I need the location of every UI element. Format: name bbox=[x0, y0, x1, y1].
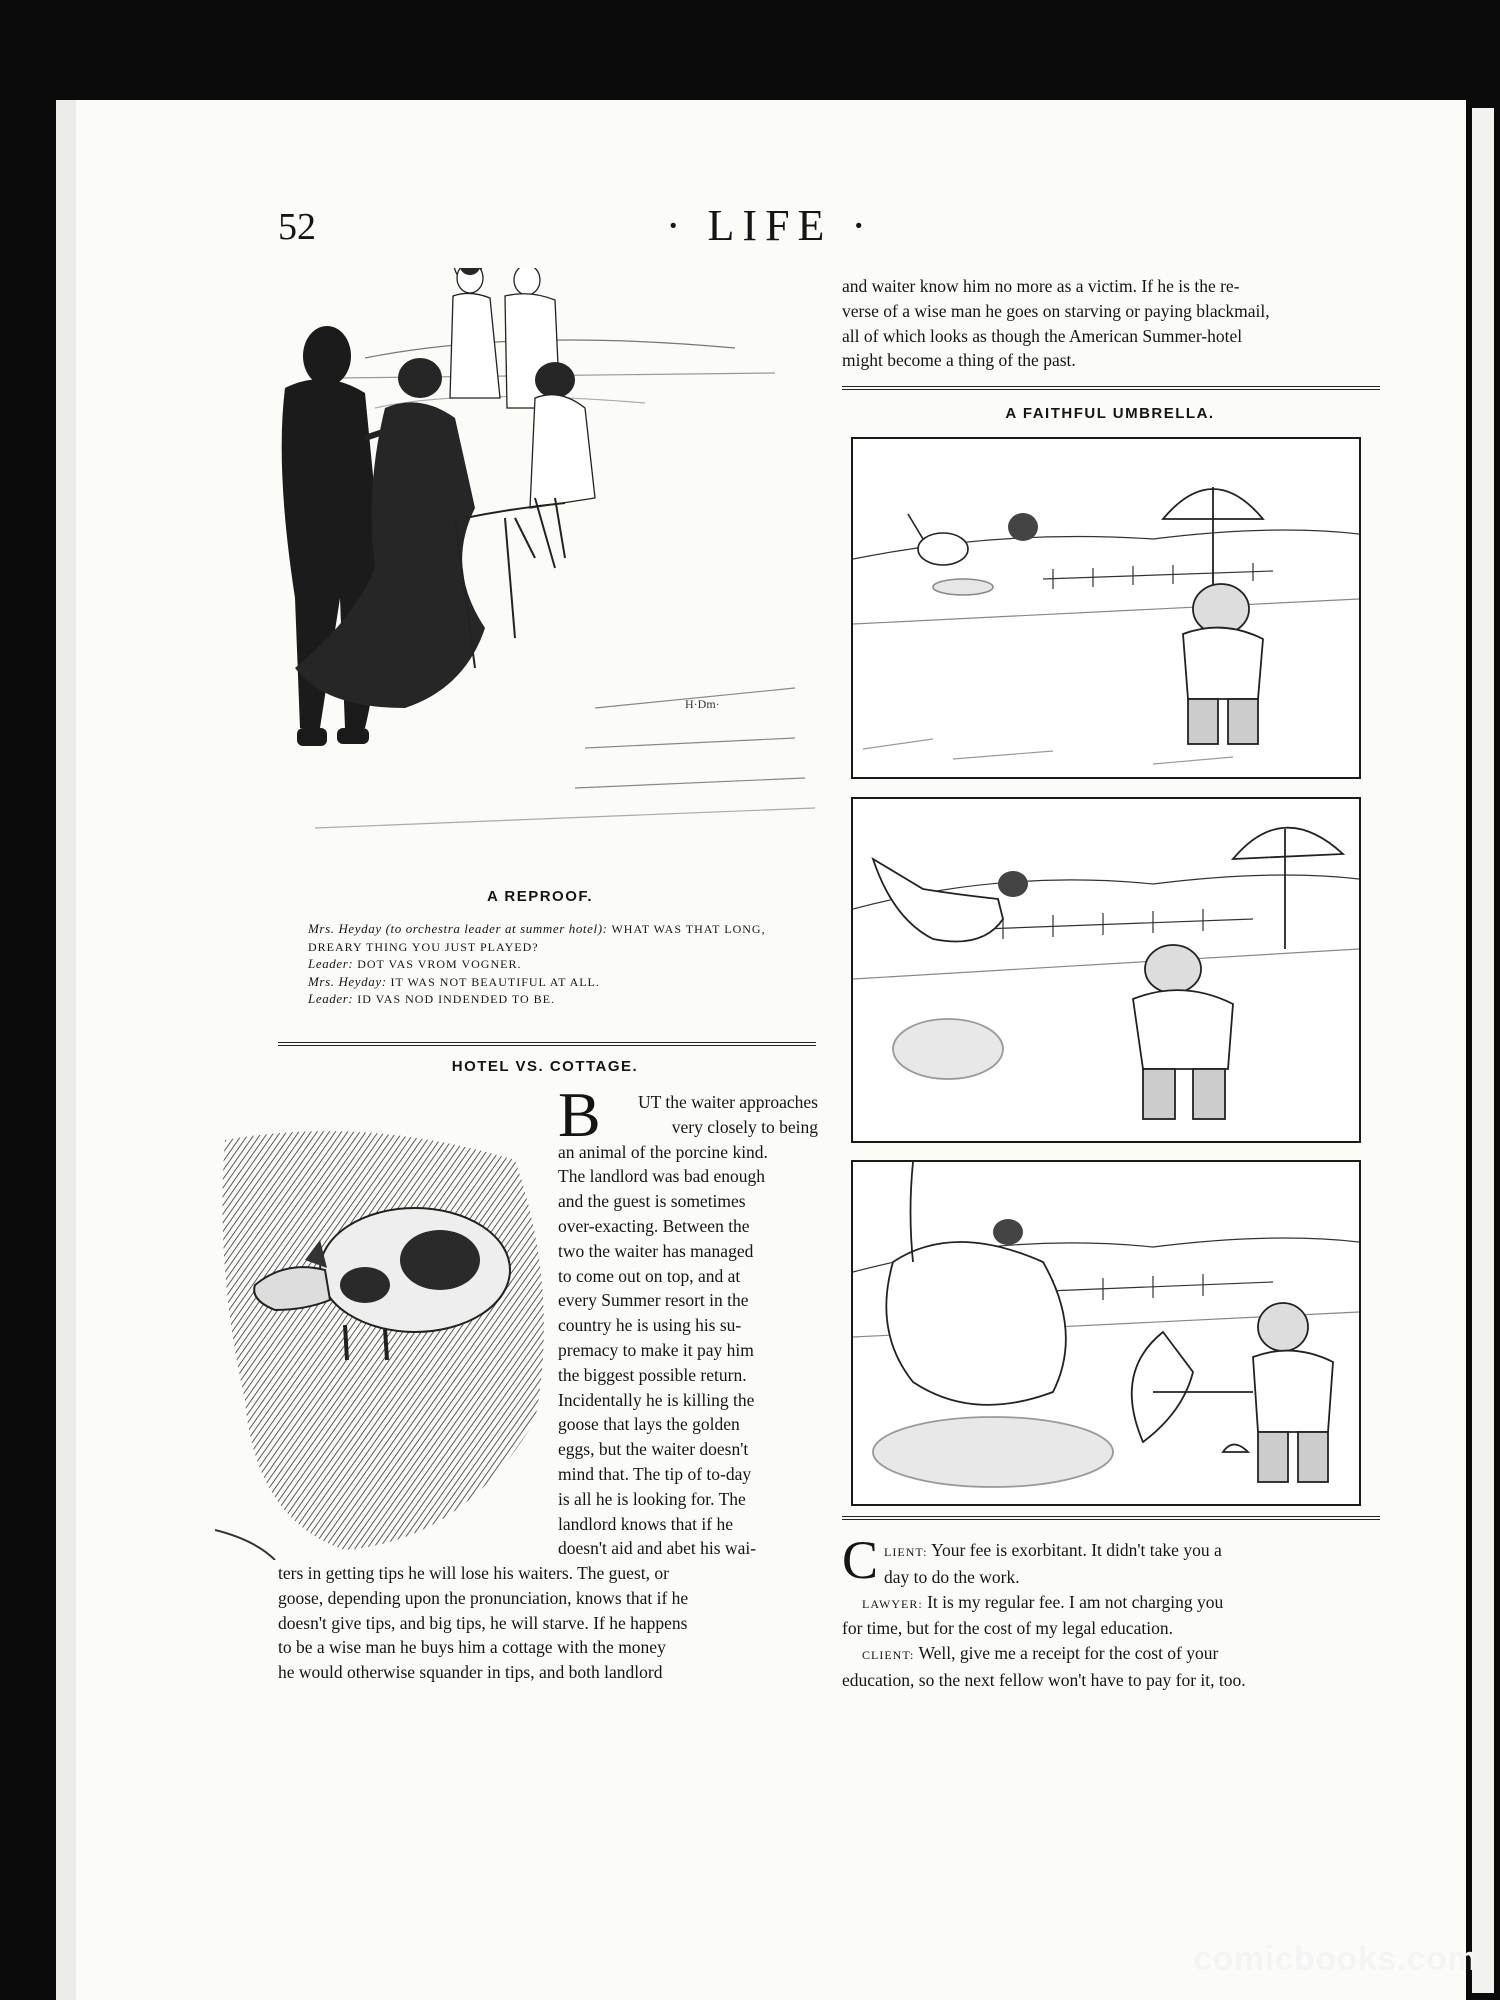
hotel-line-6: two the waiter has managed bbox=[558, 1240, 754, 1261]
continued-line-1: verse of a wise man he goes on starving or paying blackmail, bbox=[842, 300, 1270, 321]
hotel-full-line-4: he would otherwise squander in tips, and both landlord bbox=[278, 1662, 663, 1683]
svg-text:H·Dm·: H·Dm· bbox=[685, 697, 720, 711]
client-speaker-2: CLIENT: bbox=[862, 1648, 915, 1663]
lawyer-line: It is my regular fee. I am not charging you bbox=[927, 1591, 1224, 1612]
umbrella-panel-3 bbox=[851, 1160, 1361, 1506]
reproof-speaker-4: Leader: bbox=[308, 991, 354, 1007]
watermark: comicbooks.com bbox=[1193, 1940, 1478, 1978]
client-lawyer-joke bbox=[842, 1530, 1380, 1693]
lawyer-speaker: LAWYER: bbox=[862, 1596, 923, 1611]
reproof-title: A REPROOF. bbox=[486, 888, 594, 905]
hotel-line-13: goose that lays the golden bbox=[558, 1414, 740, 1435]
hotel-line-9: country he is using his su- bbox=[558, 1315, 742, 1336]
hotel-full-line-0: ters in getting tips he will lose his waiters. The guest, or bbox=[278, 1563, 669, 1583]
reproof-speaker-2: Leader: bbox=[308, 956, 354, 972]
hotel-full-line-2: doesn't give tips, and big tips, he will starve. If he happens bbox=[278, 1612, 688, 1633]
right-column-rule-top bbox=[842, 386, 1380, 390]
client-line-1: Your fee is exorbitant. It didn't take you a bbox=[931, 1540, 1222, 1560]
hotel-line-15: mind that. The tip of to-day bbox=[558, 1463, 752, 1484]
page-number: 52 bbox=[278, 206, 316, 248]
hotel-article-continued bbox=[842, 274, 1380, 373]
hotel-line-16: is all he is looking for. The bbox=[558, 1488, 746, 1509]
hotel-line-11: the biggest possible return. bbox=[558, 1364, 747, 1385]
umbrella-panel-2 bbox=[851, 797, 1361, 1143]
reproof-note-1: (to orchestra leader at summer hotel): bbox=[385, 921, 608, 936]
hotel-line-3: The landlord was bad enough bbox=[558, 1166, 766, 1187]
hotel-line-8: every Summer resort in the bbox=[558, 1290, 749, 1311]
hotel-line-17: landlord knows that if he bbox=[558, 1513, 733, 1534]
continued-line-3: might become a thing of the past. bbox=[842, 350, 1076, 371]
client-dropcap: C bbox=[842, 1530, 879, 1590]
hotel-line-14: eggs, but the waiter doesn't bbox=[558, 1439, 749, 1460]
continued-line-0: and waiter know him no more as a victim. If he is the re- bbox=[842, 276, 1240, 296]
next-page-sliver bbox=[1472, 108, 1494, 1993]
right-column-rule-bottom bbox=[842, 1516, 1380, 1520]
hotel-full-line-3: to be a wise man he buys him a cottage with the money bbox=[278, 1637, 666, 1658]
umbrella-panel-1 bbox=[851, 437, 1361, 779]
hotel-line-1: very closely to being bbox=[671, 1116, 818, 1137]
continued-line-2: all of which looks as though the American Summer-hotel bbox=[842, 325, 1243, 346]
reproof-line-2: DOT VAS VROM VOGNER. bbox=[357, 957, 522, 972]
hotel-article-body-wrap bbox=[558, 1079, 818, 1561]
hotel-line-12: Incidentally he is killing the bbox=[558, 1389, 755, 1410]
reproof-illustration bbox=[215, 268, 815, 848]
pig-illustration bbox=[215, 1120, 555, 1560]
reproof-line-1: WHAT WAS THAT LONG, DREARY THING YOU JUST PLAYED? bbox=[308, 922, 766, 954]
hotel-line-18: doesn't aid and abet his wai- bbox=[558, 1538, 757, 1559]
client-speaker-1: LIENT: bbox=[884, 1545, 928, 1559]
hotel-full-line-1: goose, depending upon the pronunciation, knows that if he bbox=[278, 1587, 689, 1608]
reproof-speaker-3: Mrs. Heyday: bbox=[308, 973, 387, 989]
hotel-article-body-full bbox=[278, 1561, 818, 1685]
client-line-1b: day to do the work. bbox=[884, 1566, 1020, 1587]
hotel-line-2: an animal of the porcine kind. bbox=[558, 1141, 768, 1162]
hotel-line-5: over-exacting. Between the bbox=[558, 1215, 750, 1236]
reproof-line-3: IT WAS NOT BEAUTIFUL AT ALL. bbox=[390, 974, 600, 989]
left-column-rule bbox=[278, 1042, 816, 1046]
hotel-line-0: UT the waiter approaches bbox=[638, 1092, 818, 1112]
reproof-line-4: ID VAS NOD INDENDED TO BE. bbox=[357, 992, 556, 1007]
hotel-line-10: premacy to make it pay him bbox=[558, 1339, 754, 1360]
page-left-edge bbox=[56, 100, 77, 2000]
hotel-line-7: to come out on top, and at bbox=[558, 1265, 741, 1286]
hotel-article-title: HOTEL VS. COTTAGE. bbox=[451, 1058, 639, 1075]
reproof-dialogue bbox=[278, 920, 818, 1008]
hotel-dropcap: B bbox=[558, 1079, 601, 1150]
client-line-2: Well, give me a receipt for the cost of your bbox=[918, 1643, 1219, 1664]
umbrella-title: A FAITHFUL UMBRELLA. bbox=[1005, 405, 1215, 422]
reproof-speaker-1: Mrs. Heyday bbox=[308, 921, 382, 936]
masthead-title: · LIFE · bbox=[665, 201, 875, 250]
hotel-line-4: and the guest is sometimes bbox=[558, 1191, 746, 1212]
client-line-2b: education, so the next fellow won't have to pay for it, too. bbox=[842, 1669, 1246, 1690]
lawyer-line-2: for time, but for the cost of my legal education. bbox=[842, 1618, 1173, 1639]
